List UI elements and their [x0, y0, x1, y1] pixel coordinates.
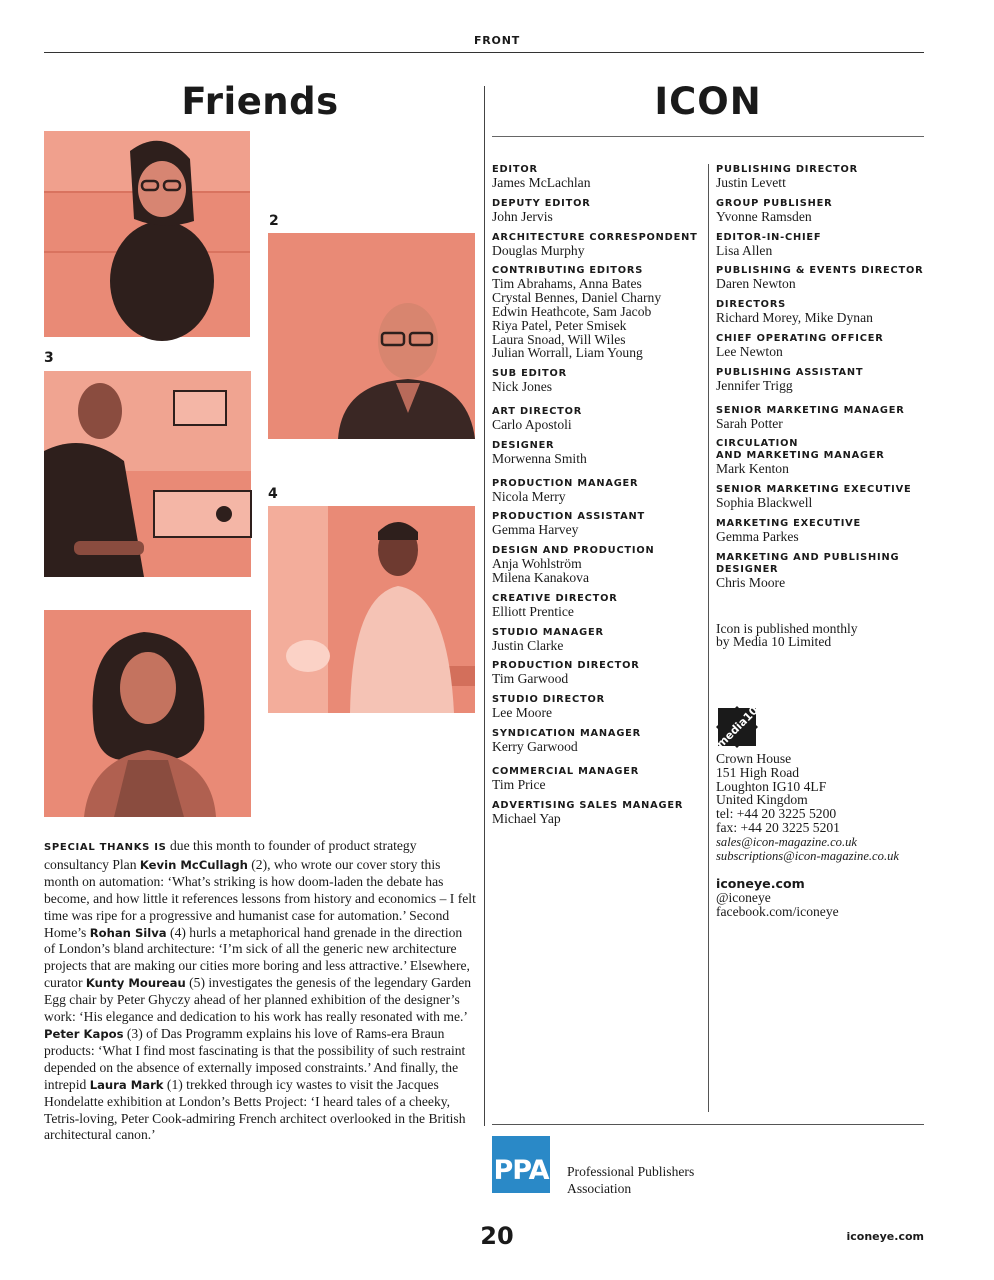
- masthead-name: Tim Garwood: [492, 671, 569, 687]
- masthead-name: Laura Snoad, Will Wiles: [492, 331, 626, 347]
- left_column-entry: [492, 627, 702, 653]
- facebook-link[interactable]: facebook.com/iconeye: [716, 903, 839, 919]
- left_column-entry: [492, 368, 702, 394]
- masthead-bottom-rule: [492, 1124, 924, 1125]
- masthead-name: Tim Price: [492, 776, 546, 792]
- address-line: fax: +44 20 3225 5201: [716, 819, 840, 835]
- footer-url: iconeye.com: [846, 1230, 924, 1243]
- masthead-right-column: [716, 164, 926, 649]
- masthead-role: STUDIO DIRECTOR: [492, 694, 605, 706]
- media10-logo: [713, 703, 761, 751]
- section-label: FRONT: [473, 34, 521, 47]
- media10-logo-text: media10: [713, 703, 761, 751]
- right_column-entry: [716, 265, 926, 291]
- ppa-line-1: Professional Publishers: [567, 1164, 695, 1179]
- portrait-5-image: [44, 610, 251, 817]
- left_column-entry: [492, 511, 702, 537]
- masthead-name: Carlo Apostoli: [492, 416, 572, 432]
- right_column-entry: [716, 299, 926, 325]
- masthead-name: Yvonne Ramsden: [716, 208, 812, 224]
- address-line: tel: +44 20 3225 5200: [716, 806, 837, 822]
- address-line: Crown House: [716, 751, 792, 766]
- name-rohan-silva: Rohan Silva: [89, 925, 167, 940]
- left_column-entry: [492, 766, 702, 792]
- special-thanks-paragraph: [44, 838, 476, 1144]
- portrait-4-image: [268, 506, 475, 713]
- masthead-name: Edwin Heathcote, Sam Jacob: [492, 303, 652, 319]
- address-line: Loughton IG10 4LF: [716, 778, 827, 794]
- masthead-role: PRODUCTION ASSISTANT: [492, 511, 645, 523]
- masthead-role: DESIGN AND PRODUCTION: [492, 545, 655, 557]
- top-rule: [44, 52, 924, 53]
- column-divider: [484, 86, 485, 1126]
- portrait-2-image: [268, 233, 475, 439]
- masthead-name: Mark Kenton: [716, 461, 789, 477]
- right_column-entry: [716, 198, 926, 224]
- masthead-name: Milena Kanakova: [492, 569, 590, 585]
- thanks-text-5: (3) of Das Programm explains his love of Rams-era Braun products: ‘What I find most fascinating is that the possibility of such restraint depended on the absence of externally imposed constraints.’ And finally, the intrepid: [44, 1025, 466, 1092]
- left_column-entry: [492, 232, 702, 258]
- masthead-name: Sarah Potter: [716, 415, 783, 431]
- masthead-role: SENIOR MARKETING EXECUTIVE: [716, 484, 912, 496]
- masthead-name: Elliott Prentice: [492, 603, 574, 619]
- right_column-entry: [716, 367, 926, 393]
- masthead-name: Riya Patel, Peter Smisek: [492, 317, 627, 333]
- masthead-role: CHIEF OPERATING OFFICER: [716, 332, 884, 344]
- masthead-name: Morwenna Smith: [492, 450, 587, 466]
- left_column-entry: [492, 694, 702, 720]
- right_column-entry: [716, 518, 926, 544]
- masthead-role: MARKETING EXECUTIVE: [716, 517, 862, 529]
- masthead-name: Richard Morey, Mike Dynan: [716, 310, 873, 326]
- masthead-role: ART DIRECTOR: [492, 405, 583, 417]
- icon-title-rule: [492, 136, 924, 137]
- masthead-role: EDITOR: [492, 164, 538, 175]
- published-line-2: by Media 10 Limited: [716, 634, 832, 650]
- masthead-role: PRODUCTION MANAGER: [492, 477, 639, 489]
- left_column-entry: [492, 728, 702, 754]
- masthead-role: DIRECTORS: [716, 299, 787, 311]
- thanks-text-3: (4) hurls a metaphorical hand grenade in the direction of London’s bland architecture: ‘I’m sick of all the generic new architecture projects that are making our cities more boring and less attractive.’ Elsewhere, curator: [44, 924, 470, 991]
- left_column-entry: [492, 198, 702, 224]
- masthead-role: DESIGNER: [492, 439, 555, 451]
- masthead-role: CONTRIBUTING EDITORS: [492, 265, 644, 277]
- masthead-name: John Jervis: [492, 208, 553, 224]
- masthead-role: SENIOR MARKETING MANAGER: [716, 404, 905, 416]
- thanks-lead: SPECIAL THANKS IS: [44, 842, 167, 853]
- masthead-role: PUBLISHING & EVENTS DIRECTOR: [716, 265, 924, 277]
- masthead-role: PRODUCTION DIRECTOR: [492, 660, 640, 672]
- masthead-name: Kerry Garwood: [492, 738, 578, 754]
- masthead-name: Nick Jones: [492, 379, 553, 395]
- left_column-entry: [492, 265, 702, 360]
- ppa-line-2: Association: [567, 1180, 632, 1196]
- masthead-role: ADVERTISING SALES MANAGER: [492, 799, 684, 811]
- portrait-3-image: [44, 371, 251, 577]
- masthead-name: Gemma Parkes: [716, 528, 799, 544]
- masthead-name: Lee Newton: [716, 343, 783, 359]
- name-kunty-moureau: Kunty Moureau: [85, 976, 186, 991]
- published-note: [716, 622, 926, 650]
- photo-number-2: 2: [269, 213, 279, 229]
- masthead-role: GROUP PUBLISHER: [716, 197, 833, 209]
- ppa-logo: PPA: [492, 1136, 550, 1193]
- ppa-caption: [567, 1164, 694, 1197]
- masthead-name: Michael Yap: [492, 810, 561, 826]
- name-peter-kapos: Peter Kapos: [44, 1026, 124, 1041]
- masthead-role: PUBLISHING DIRECTOR: [716, 164, 858, 175]
- masthead-name: Lisa Allen: [716, 242, 773, 258]
- masthead-role: CIRCULATION: [716, 438, 799, 450]
- portrait-kevin-mccullagh: [268, 233, 475, 439]
- photo-number-3: 3: [44, 350, 54, 366]
- friends-title: Friends: [181, 80, 339, 123]
- masthead-role: DEPUTY EDITOR: [492, 197, 591, 209]
- masthead-role: SUB EDITOR: [492, 368, 567, 380]
- masthead-name: James McLachlan: [492, 175, 591, 190]
- masthead-name: Justin Clarke: [492, 637, 564, 653]
- right_column-entry: [716, 438, 926, 476]
- portrait-1-image: [44, 131, 250, 337]
- thanks-text-6: (1) trekked through icy wastes to visit the Jacques Hondelatte exhibition at London’s Betts Project: ‘I heard tales of a cheeky, Tetris-loving, Peter Cook-admiring French architect overlooked in the British architectural canon.’: [44, 1076, 466, 1143]
- masthead-role: STUDIO MANAGER: [492, 626, 604, 638]
- masthead-role: PUBLISHING ASSISTANT: [716, 366, 864, 378]
- right_column-entry: [716, 405, 926, 431]
- masthead-name: Julian Worrall, Liam Young: [492, 345, 643, 361]
- masthead-name: Tim Abrahams, Anna Bates: [492, 276, 642, 292]
- masthead-name: Douglas Murphy: [492, 242, 585, 258]
- thanks-text-2: (2), who wrote our cover story this month on automation: ‘What’s striking is how doom-laden the debate has become, and how little it references lessons from history and economics – I felt time was ripe for a progressive and humanist case for automation.’ Second Home’s: [44, 856, 476, 940]
- masthead-name: Anja Wohlström: [492, 556, 582, 572]
- masthead-name: Jennifer Trigg: [716, 377, 793, 393]
- thanks-text-4: (5) investigates the genesis of the legendary Garden Egg chair by Peter Ghyczy ahead of her planned exhibition of the designer’s work: ‘His elegance and dedication to his work has really resonated with me.’: [44, 975, 472, 1025]
- masthead-role: EDITOR-IN-CHIEF: [716, 231, 822, 243]
- right_column-entry: [716, 552, 926, 590]
- masthead-left-column: [492, 164, 702, 833]
- icon-title: ICON: [654, 80, 762, 123]
- address-block: [716, 752, 926, 918]
- left_column-entry: [492, 440, 702, 466]
- published-line-1: Icon is published monthly: [716, 620, 858, 636]
- page-number: 20: [480, 1222, 514, 1250]
- left_column-entry: [492, 478, 702, 504]
- right_column-entry: [716, 164, 926, 190]
- masthead-name: Daren Newton: [716, 276, 796, 292]
- masthead-role-continued: DESIGNER: [716, 563, 779, 575]
- masthead-name: Nicola Merry: [492, 488, 566, 504]
- masthead-name: Justin Levett: [716, 175, 786, 190]
- masthead-role-continued: AND MARKETING MANAGER: [716, 450, 885, 462]
- photo-number-4: 4: [268, 486, 278, 502]
- portrait-laura-mark: [44, 131, 250, 337]
- masthead-role: ARCHITECTURE CORRESPONDENT: [492, 231, 698, 243]
- masthead-name: Gemma Harvey: [492, 522, 579, 538]
- email-sales[interactable]: sales@icon-magazine.co.uk: [716, 834, 857, 849]
- masthead-role: COMMERCIAL MANAGER: [492, 765, 640, 777]
- left_column-entry: [492, 660, 702, 686]
- masthead-name: Sophia Blackwell: [716, 495, 813, 511]
- portrait-kunty-moureau: [44, 610, 251, 817]
- masthead-role: CREATIVE DIRECTOR: [492, 592, 618, 604]
- masthead-name: Lee Moore: [492, 705, 553, 721]
- left_column-entry: [492, 800, 702, 826]
- masthead-name: Crystal Bennes, Daniel Charny: [492, 290, 662, 306]
- masthead-role: SYNDICATION MANAGER: [492, 727, 641, 739]
- portrait-peter-kapos: [44, 371, 251, 577]
- masthead-name: Chris Moore: [716, 574, 786, 590]
- right_column-entry: [716, 232, 926, 258]
- right_column-entry: [716, 333, 926, 359]
- left_column-entry: [492, 545, 702, 585]
- address-line: 151 High Road: [716, 764, 800, 780]
- thanks-text-1: due this month to founder of product strategy consultancy Plan: [44, 838, 417, 872]
- address-line: United Kingdom: [716, 792, 808, 808]
- name-kevin-mccullagh: Kevin McCullagh: [139, 857, 248, 872]
- website-link[interactable]: iconeye.com: [716, 875, 805, 891]
- left_column-entry: [492, 164, 702, 190]
- media10-logo-mark: [713, 703, 761, 751]
- left_column-entry: [492, 406, 702, 432]
- right_column-entry: [716, 484, 926, 510]
- twitter-handle[interactable]: @iconeye: [716, 889, 771, 905]
- masthead-column-divider: [708, 164, 709, 1112]
- email-subscriptions[interactable]: subscriptions@icon-magazine.co.uk: [716, 848, 899, 863]
- name-laura-mark: Laura Mark: [89, 1077, 164, 1092]
- masthead-role: MARKETING AND PUBLISHING: [716, 551, 900, 563]
- portrait-rohan-silva: [268, 506, 475, 713]
- left_column-entry: [492, 593, 702, 619]
